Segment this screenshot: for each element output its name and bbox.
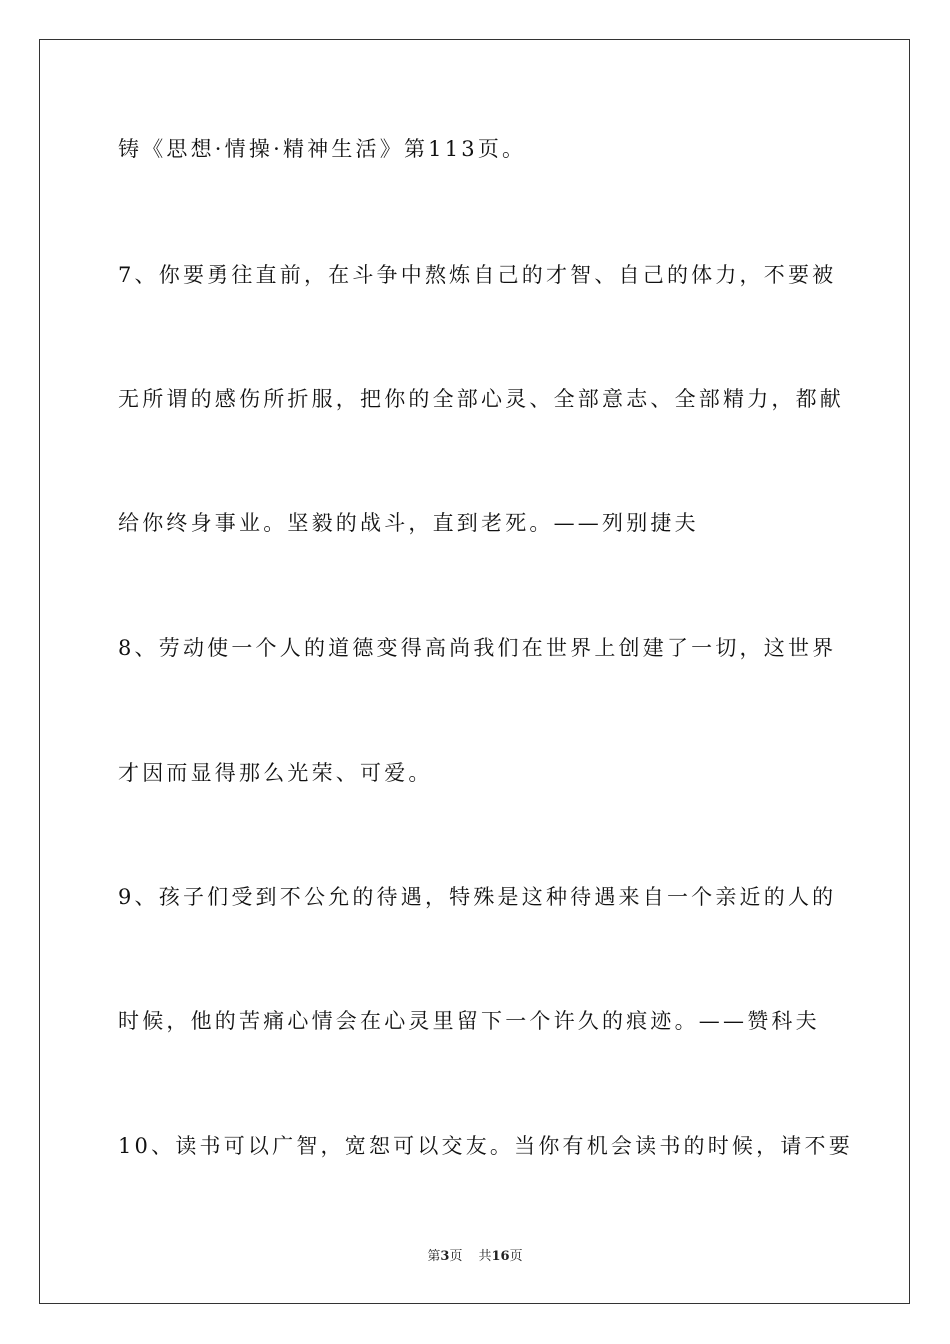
page-footer bbox=[0, 1248, 950, 1266]
page-border bbox=[39, 39, 910, 1304]
page-suffix: 页 bbox=[449, 1249, 463, 1264]
text-line: 给你终身事业。坚毅的战斗，直到老死。——列别捷夫 bbox=[118, 511, 699, 535]
text-line: 8、劳动使一个人的道德变得高尚我们在世界上创建了一切，这世界 bbox=[118, 636, 837, 660]
text-line: 7、你要勇往直前，在斗争中熬炼自己的才智、自己的体力，不要被 bbox=[118, 263, 837, 287]
text-line: 9、孩子们受到不公允的待遇，特殊是这种待遇来自一个亲近的人的 bbox=[118, 885, 837, 909]
page-number: 3 bbox=[440, 1249, 450, 1264]
total-suffix: 页 bbox=[509, 1249, 523, 1264]
total-prefix: 共 bbox=[478, 1249, 492, 1264]
text-line: 时候，他的苦痛心情会在心灵里留下一个许久的痕迹。——赞科夫 bbox=[118, 1009, 820, 1033]
text-line: 无所谓的感伤所折服，把你的全部心灵、全部意志、全部精力，都献 bbox=[118, 387, 844, 411]
text-line: 才因而显得那么光荣、可爱。 bbox=[118, 761, 433, 785]
total-pages: 16 bbox=[491, 1249, 510, 1264]
text-line: 铸《思想·情操·精神生活》第113页。 bbox=[118, 137, 527, 161]
text-line: 10、读书可以广智，宽恕可以交友。当你有机会读书的时候，请不要 bbox=[118, 1134, 853, 1158]
page-prefix: 第 bbox=[427, 1249, 441, 1264]
